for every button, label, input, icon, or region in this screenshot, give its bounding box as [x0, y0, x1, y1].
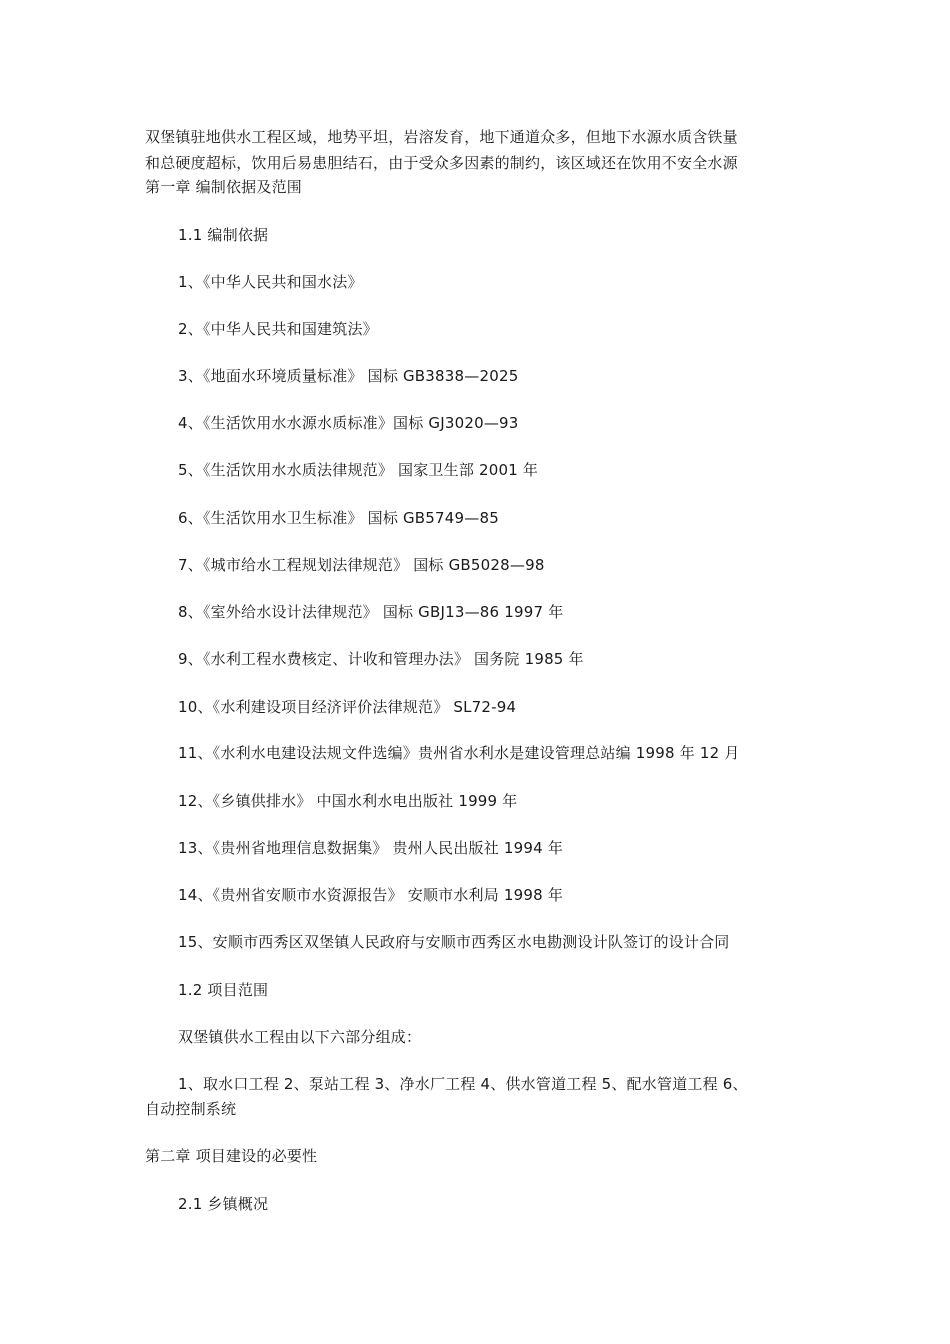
- section-1-2-heading: 1.2 项目范围: [178, 981, 269, 999]
- basis-item-15: 15、安顺市西秀区双堡镇人民政府与安顺市西秀区水电勘测设计队签订的设计合同: [178, 933, 730, 951]
- basis-item-1: 1、《中华人民共和国水法》: [178, 273, 363, 291]
- intro-line-2: 和总硬度超标，饮用后易患胆结石，由于受众多因素的制约，该区域还在饮用不安全水源: [145, 154, 738, 172]
- basis-item-3: 3、《地面水环境质量标准》 国标 GB3838—2025: [178, 367, 519, 385]
- basis-item-8: 8、《室外给水设计法律规范》 国标 GBJ13—86 1997 年: [178, 603, 564, 621]
- basis-item-12: 12、《乡镇供排水》 中国水利水电出版社 1999 年: [178, 792, 518, 810]
- intro-line-1: 双堡镇驻地供水工程区域，地势平坦，岩溶发育，地下通道众多，但地下水源水质含铁量: [145, 128, 738, 146]
- basis-item-4: 4、《生活饮用水水源水质标准》国标 GJ3020—93: [178, 414, 519, 432]
- section-2-1-heading: 2.1 乡镇概况: [178, 1195, 269, 1213]
- basis-item-11: 11、《水利水电建设法规文件选编》贵州省水利水是建设管理总站编 1998 年 12 月: [178, 744, 740, 762]
- section-1-1-heading: 1.1 编制依据: [178, 226, 269, 244]
- basis-item-14: 14、《贵州省安顺市水资源报告》 安顺市水利局 1998 年: [178, 886, 564, 904]
- chapter-2-heading: 第二章 项目建设的必要性: [145, 1147, 318, 1165]
- basis-item-6: 6、《生活饮用水卫生标准》 国标 GB5749—85: [178, 509, 499, 527]
- scope-intro: 双堡镇供水工程由以下六部分组成：: [178, 1028, 422, 1046]
- basis-item-13: 13、《贵州省地理信息数据集》 贵州人民出版社 1994 年: [178, 839, 564, 857]
- basis-item-10: 10、《水利建设项目经济评价法律规范》 SL72-94: [178, 698, 517, 716]
- basis-item-9: 9、《水利工程水费核定、计收和管理办法》 国务院 1985 年: [178, 650, 584, 668]
- basis-item-2: 2、《中华人民共和国建筑法》: [178, 320, 378, 338]
- basis-item-5: 5、《生活饮用水水质法律规范》 国家卫生部 2001 年: [178, 461, 539, 479]
- chapter-1-heading: 第一章 编制依据及范围: [145, 178, 302, 196]
- scope-line-1: 1、取水口工程 2、泵站工程 3、净水厂工程 4、供水管道工程 5、配水管道工程 6、: [178, 1075, 748, 1093]
- scope-line-2: 自动控制系统: [145, 1100, 237, 1118]
- basis-item-7: 7、《城市给水工程规划法律规范》 国标 GB5028—98: [178, 556, 545, 574]
